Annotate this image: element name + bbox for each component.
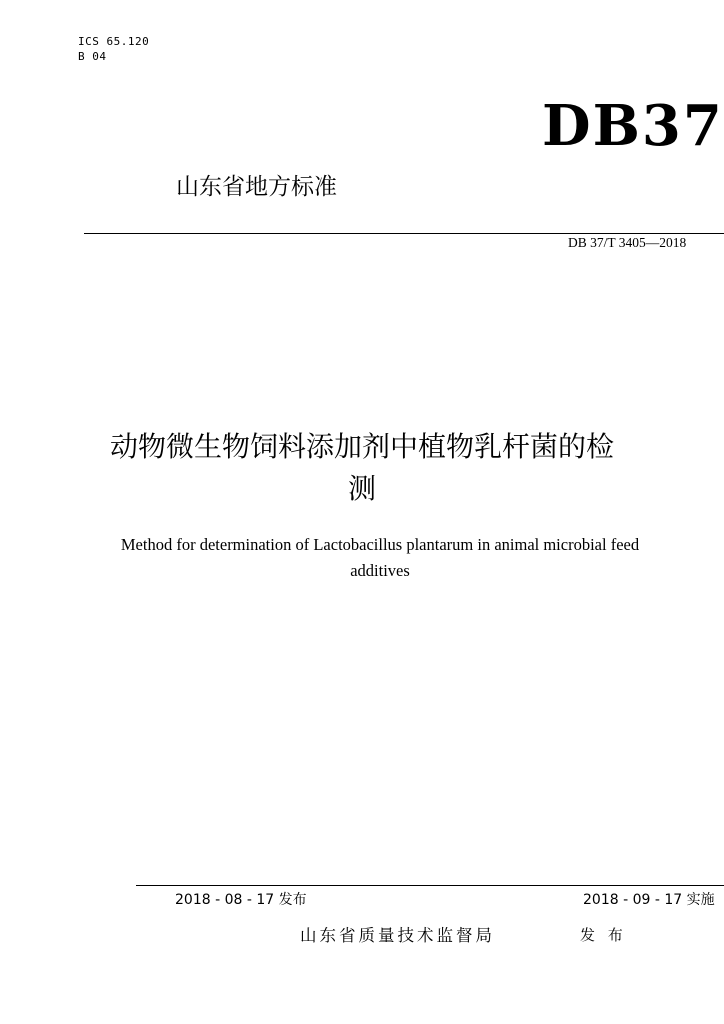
title-chinese-line-2: 测 — [347, 472, 376, 505]
classification-codes — [78, 34, 149, 64]
standard-mark: DB37 — [542, 93, 724, 159]
document-title-english — [0, 532, 724, 584]
ccs-code: B 04 — [78, 50, 107, 63]
issue-date: 2018 - 08 - 17 发布 — [175, 892, 307, 908]
document-title-chinese — [0, 426, 724, 510]
issuing-authority: 山东省质量技术监督局 — [300, 926, 495, 945]
implementation-date: 2018 - 09 - 17 实施 — [583, 892, 715, 908]
footer-divider — [136, 885, 724, 886]
ics-code: ICS 65.120 — [78, 35, 150, 48]
title-chinese-line-1: 动物微生物饲料添加剂中植物乳杆菌的检 — [109, 430, 614, 463]
standard-number: DB 37/T 3405—2018 — [568, 235, 687, 250]
title-english-line-2: additives — [350, 561, 410, 580]
title-english-line-1: Method for determination of Lactobacillus plantarum in animal microbial feed — [120, 535, 640, 554]
issue-verb: 发 布 — [580, 926, 627, 944]
standard-type: 山东省地方标准 — [176, 174, 337, 200]
